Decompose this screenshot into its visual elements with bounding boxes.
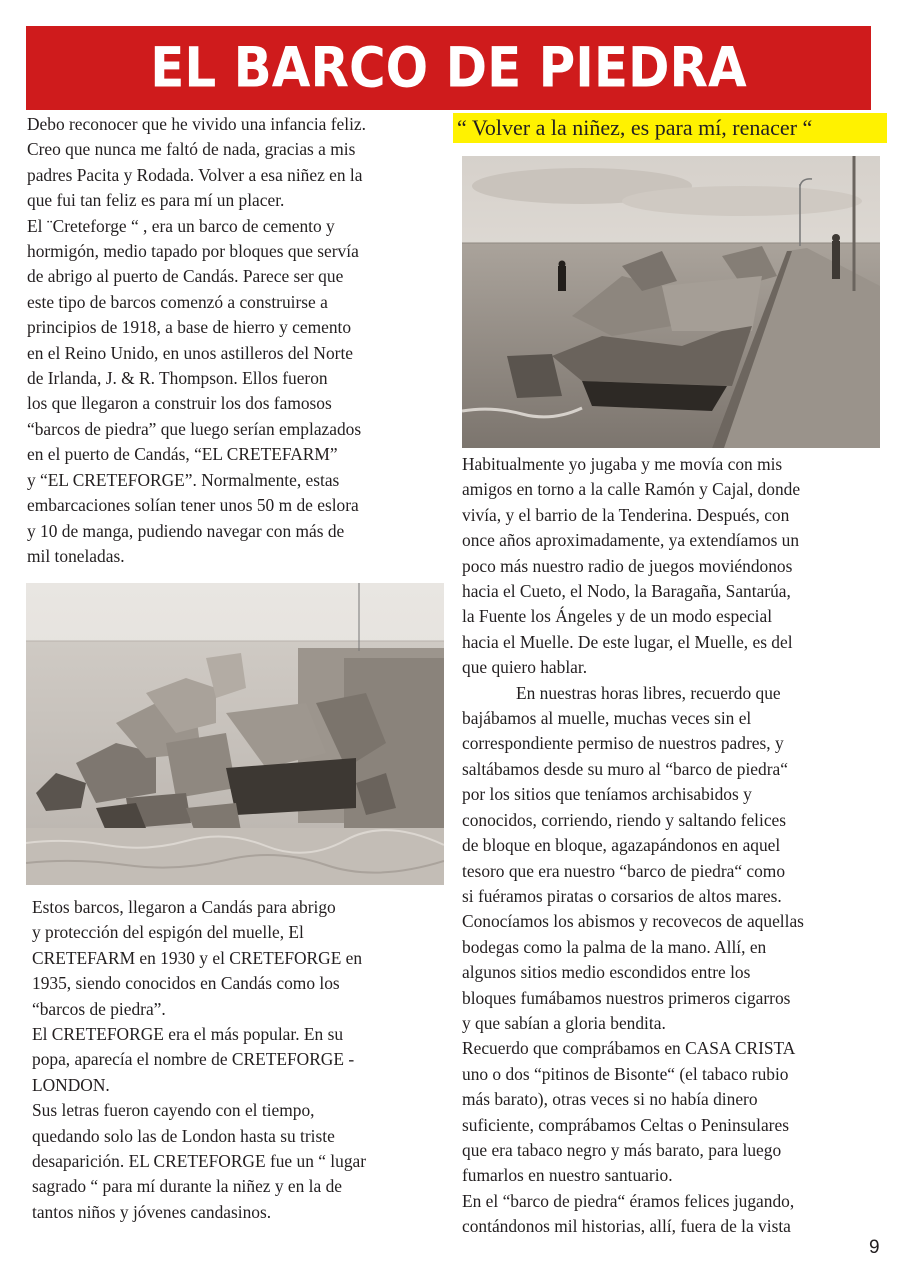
text-line: este tipo de barcos comenzó a construirse a xyxy=(27,291,328,312)
text-line: y protección del espigón del muelle, El xyxy=(32,922,304,943)
text-line: Debo reconocer que he vivido una infancia feliz. xyxy=(27,114,366,134)
text-line: “barcos de piedra” que luego serían emplazados xyxy=(27,418,362,439)
text-line: y 10 de manga, pudiendo navegar con más de xyxy=(27,520,345,541)
text-line: CRETEFARM en 1930 y el CRETEFORGE en xyxy=(32,947,363,968)
text-line: más barato), otras veces si no había dinero xyxy=(462,1089,758,1110)
text-line: por los sitios que teníamos archisabidos y xyxy=(462,784,752,805)
text-line: en el Reino Unido, en unos astilleros del Norte xyxy=(27,342,354,363)
text-line: tesoro que era nuestro “barco de piedra“ como xyxy=(462,860,786,881)
text-line: embarcaciones solían tener unos 50 m de eslora xyxy=(27,495,359,516)
text-line: popa, aparecía el nombre de CRETEFORGE - xyxy=(32,1049,355,1070)
text-line: En nuestras horas libres, recuerdo que xyxy=(516,682,781,703)
text-line: Conocíamos los abismos y recovecos de aquellas xyxy=(462,911,804,932)
title-banner xyxy=(26,26,871,110)
photo-pier-wall xyxy=(462,156,880,448)
text-line: principios de 1918, a base de hierro y cemento xyxy=(27,317,352,338)
text-line: saltábamos desde su muro al “barco de piedra“ xyxy=(462,758,788,779)
text-line: poco más nuestro radio de juegos moviéndonos xyxy=(462,555,793,576)
text-line: Habitualmente yo jugaba y me movía con mis xyxy=(462,454,783,474)
text-line: Creo que nunca me faltó de nada, gracias a mis xyxy=(27,139,356,160)
text-line: mil toneladas. xyxy=(27,545,125,566)
text-line: que era tabaco negro y más barato, para luego xyxy=(462,1139,782,1160)
text-line: de bloque en bloque, agazapándonos en aquel xyxy=(462,835,781,856)
text-line: vivía, y el barrio de la Tenderina. Después, con xyxy=(462,504,790,525)
text-line: quedando solo las de London hasta su triste xyxy=(32,1125,335,1146)
text-line: contándonos mil historias, allí, fuera de la vista xyxy=(462,1216,791,1237)
text-line: El ¨Creteforge “ , era un barco de cemento y xyxy=(27,215,335,236)
text-line: hacia el Cueto, el Nodo, la Baragaña, Santarúa, xyxy=(462,581,791,602)
text-line: El CRETEFORGE era el más popular. En su xyxy=(32,1024,344,1045)
left-caption-text xyxy=(32,895,366,1225)
pull-quote: “ Volver a la niñez, es para mí, renacer “ xyxy=(453,113,887,143)
text-line: Estos barcos, llegaron a Candás para abrigo xyxy=(32,897,336,917)
text-line: hacia el Muelle. De este lugar, el Muelle, es del xyxy=(462,631,793,652)
text-line: bajábamos al muelle, muchas veces sin el xyxy=(462,708,752,729)
text-line: los que llegaron a construir los dos famosos xyxy=(27,393,332,414)
page-title: EL BARCO DE PIEDRA xyxy=(150,36,747,100)
text-line: LONDON. xyxy=(32,1074,110,1095)
left-intro-text xyxy=(27,112,366,569)
text-line: que fui tan feliz es para mí un placer. xyxy=(27,190,285,211)
text-line: bodegas como la palma de la mano. Allí, en xyxy=(462,936,767,957)
text-line: fumarlos en nuestro santuario. xyxy=(462,1165,673,1186)
text-line: hormigón, medio tapado por bloques que servía xyxy=(27,241,359,262)
photo-blocks-pier xyxy=(26,583,444,885)
page-number: 9 xyxy=(869,1237,880,1258)
text-line: conocidos, corriendo, riendo y saltando felices xyxy=(462,809,787,830)
text-line: uno o dos “pitinos de Bisonte“ (el tabaco rubio xyxy=(462,1063,789,1084)
text-line: desaparición. EL CRETEFORGE fue un “ lugar xyxy=(32,1151,367,1172)
text-line: padres Pacita y Rodada. Volver a esa niñez en la xyxy=(27,164,363,185)
text-line: correspondiente permiso de nuestros padres, y xyxy=(462,733,784,754)
text-line: y “EL CRETEFORGE”. Normalmente, estas xyxy=(27,469,340,490)
text-line: algunos sitios medio escondidos entre los xyxy=(462,962,751,983)
text-line: de Irlanda, J. & R. Thompson. Ellos fueron xyxy=(27,368,328,389)
text-line: once años aproximadamente, ya extendíamos un xyxy=(462,530,800,551)
text-line: si fuéramos piratas o corsarios de altos mares. xyxy=(462,885,782,906)
text-line: la Fuente los Ángeles y de un modo especial xyxy=(462,606,773,627)
text-line: sagrado “ para mí durante la niñez y en la de xyxy=(32,1176,342,1197)
text-line: y que sabían a gloria bendita. xyxy=(462,1012,666,1033)
text-line: Sus letras fueron cayendo con el tiempo, xyxy=(32,1100,315,1121)
text-line: Recuerdo que comprábamos en CASA CRISTA xyxy=(462,1038,796,1059)
right-column-text xyxy=(462,452,804,1240)
text-line: tantos niños y jóvenes candasinos. xyxy=(32,1201,272,1222)
text-line: “barcos de piedra”. xyxy=(32,998,166,1019)
text-line: de abrigo al puerto de Candás. Parece ser que xyxy=(27,266,344,287)
text-line: amigos en torno a la calle Ramón y Cajal, donde xyxy=(462,479,801,500)
text-line: que quiero hablar. xyxy=(462,657,588,678)
text-line: 1935, siendo conocidos en Candás como los xyxy=(32,973,340,994)
text-line: suficiente, comprábamos Celtas o Peninsulares xyxy=(462,1114,789,1135)
text-line: en el puerto de Candás, “EL CRETEFARM” xyxy=(27,444,338,465)
text-line: En el “barco de piedra“ éramos felices jugando, xyxy=(462,1190,795,1211)
text-line: bloques fumábamos nuestros primeros cigarros xyxy=(462,987,791,1008)
